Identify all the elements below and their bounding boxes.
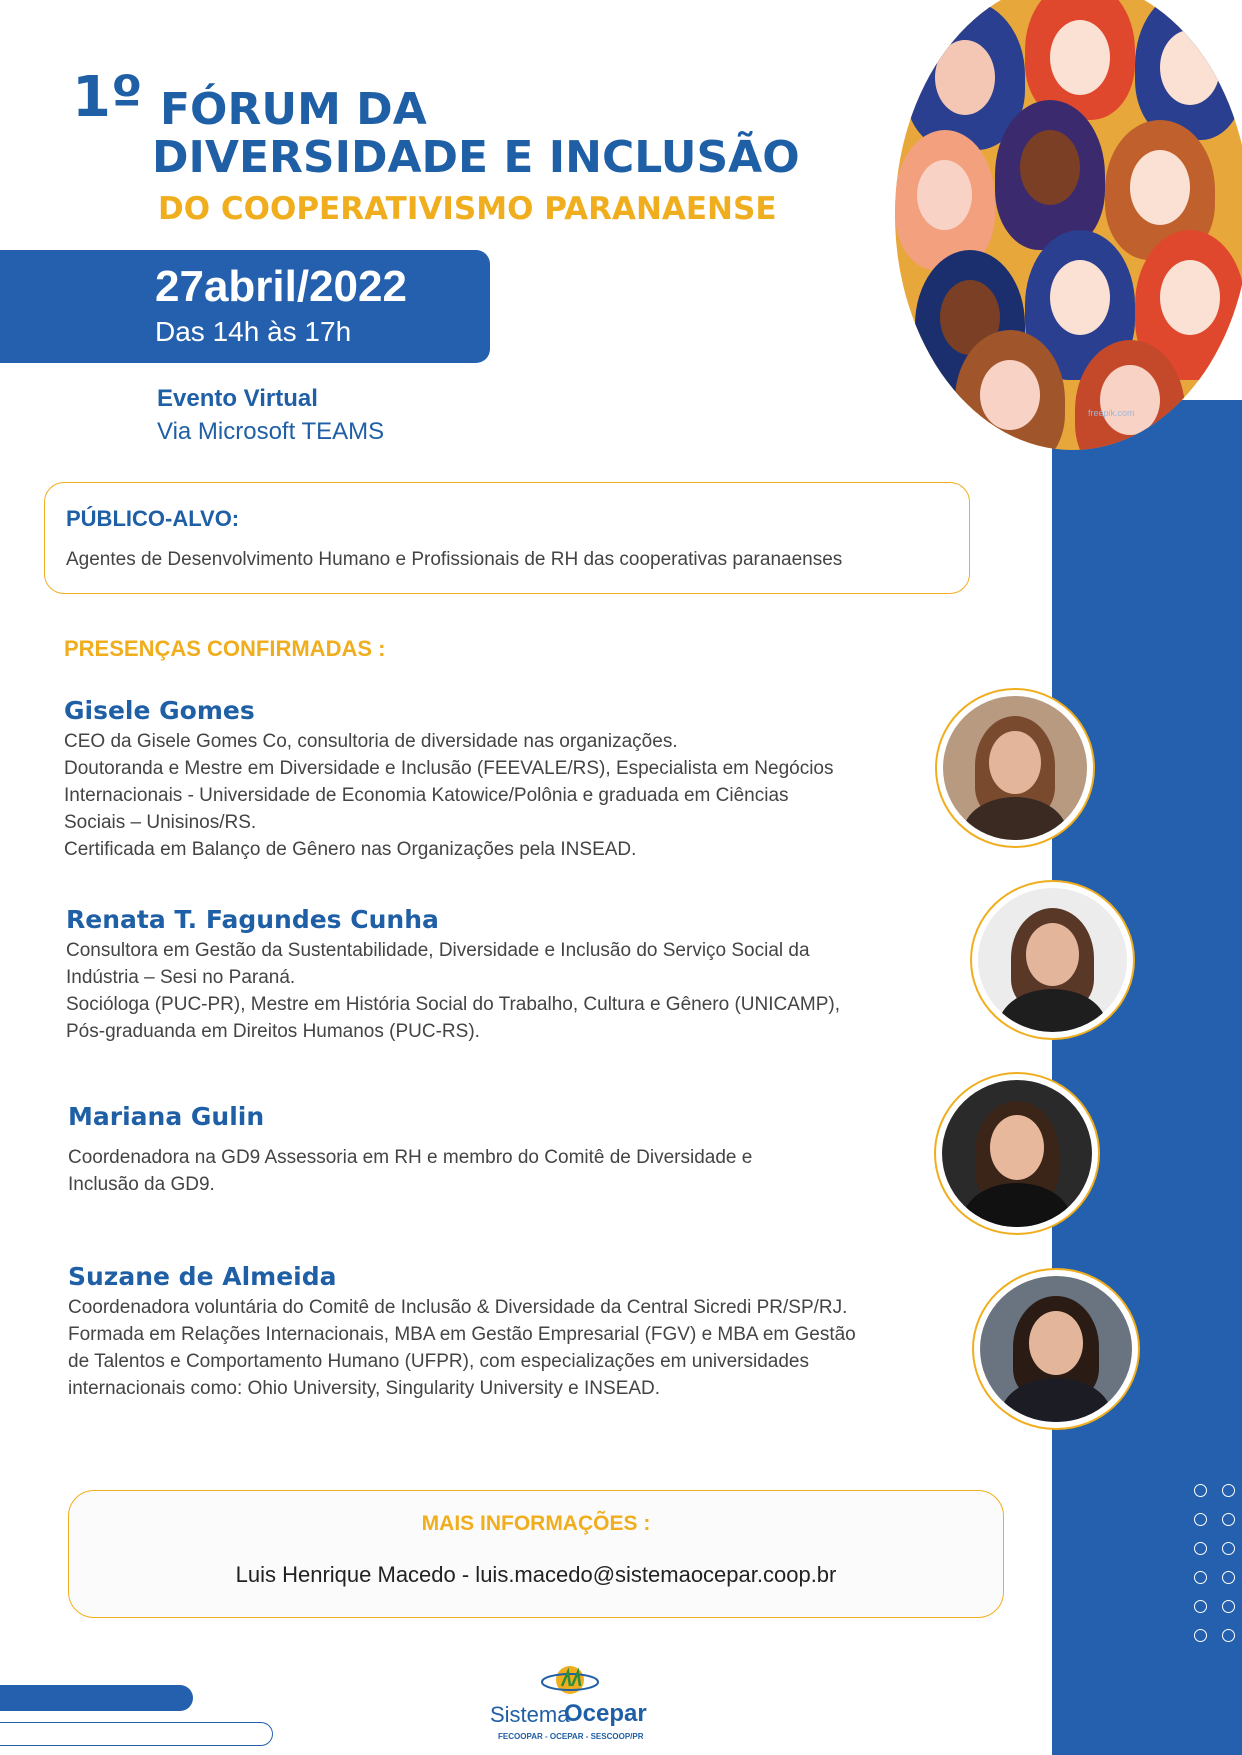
women-illustration [895,0,1242,450]
speaker-name: Gisele Gomes [64,696,255,725]
decor-dot [1194,1629,1207,1642]
speaker-bio-line: Pós-graduanda em Direitos Humanos (PUC-RS). [66,1021,480,1042]
ocepar-logo-icon [540,1660,600,1700]
speaker-bio-line: Certificada em Balanço de Gênero nas Organizações pela INSEAD. [64,839,637,860]
speaker-bio-line: Socióloga (PUC-PR), Mestre em História Social do Trabalho, Cultura e Gênero (UNICAMP), [66,994,840,1015]
logo-subtitle: FECOOPAR - OCEPAR - SESCOOP/PR [498,1732,644,1741]
decor-dot [1194,1571,1207,1584]
speaker-name: Renata T. Fagundes Cunha [66,905,439,934]
decor-dot [1222,1571,1235,1584]
speaker-bio [64,728,924,863]
speaker-name: Suzane de Almeida [68,1262,337,1291]
decor-dot [1222,1600,1235,1613]
logo-text-sistema: Sistema [490,1702,570,1727]
title-number: 1º [72,65,143,130]
speaker-photo [934,1072,1100,1235]
speaker-bio-line: Coordenadora na GD9 Assessoria em RH e membro do Comitê de Diversidade e [68,1147,753,1168]
decor-dot [1194,1513,1207,1526]
decor-dot [1222,1542,1235,1555]
speaker-photo [972,1268,1140,1430]
speaker-photo [970,880,1135,1040]
speaker-bio-line: internacionais como: Ohio University, Singularity University e INSEAD. [68,1378,661,1399]
speakers-heading: PRESENÇAS CONFIRMADAS : [64,636,386,661]
speaker-bio-line: Internacionais - Universidade de Economia Katowice/Polônia e graduada em Ciências [64,785,789,806]
decor-pill [0,1685,193,1711]
info-box [68,1490,1004,1618]
decor-dot [1222,1629,1235,1642]
info-title: MAIS INFORMAÇÕES : [421,1512,651,1535]
decor-pill-outline [0,1722,273,1746]
audience-text: Agentes de Desenvolvimento Humano e Profissionais de RH das cooperativas paranaenses [66,549,843,570]
speaker-name: Mariana Gulin [68,1102,265,1131]
event-time: Das 14h às 17h [155,316,352,347]
decor-dot [1194,1600,1207,1613]
logo-text-ocepar: Ocepar [564,1700,647,1727]
decor-dot [1222,1484,1235,1497]
decor-dot [1222,1513,1235,1526]
speaker-bio-line: Formada em Relações Internacionais, MBA em Gestão Empresarial (FGV) e MBA em Gestão [68,1324,856,1345]
speaker-bio-line: CEO da Gisele Gomes Co, consultoria de diversidade nas organizações. [64,731,678,752]
title-line-3: DO COOPERATIVISMO PARANAENSE [158,191,777,227]
speaker-bio-line: Consultora em Gestão da Sustentabilidade, Diversidade e Inclusão do Serviço Social da [66,940,810,961]
decor-dot [1194,1542,1207,1555]
right-blue-band [1052,400,1242,1755]
title-line-2: DIVERSIDADE E INCLUSÃO [152,132,800,183]
contact-text[interactable]: Luis Henrique Macedo - luis.macedo@sistemaocepar.coop.br [235,1562,837,1587]
speaker-bio-line: de Talentos e Comportamento Humano (UFPR), com especializações em universidades [68,1351,809,1372]
audience-title: PÚBLICO-ALVO: [66,506,240,531]
event-platform: Via Microsoft TEAMS [157,418,385,445]
event-date: 27abril/2022 [155,262,407,311]
speaker-photo [935,688,1095,848]
speaker-bio-line: Indústria – Sesi no Paraná. [66,967,296,988]
speaker-bio [68,1144,928,1198]
event-type: Evento Virtual [157,385,318,412]
speaker-bio-line: Coordenadora voluntária do Comitê de Inclusão & Diversidade da Central Sicredi PR/SP/RJ. [68,1297,848,1318]
audience-box [44,482,970,594]
speaker-bio [68,1294,928,1402]
title-line-1: FÓRUM DA [160,84,427,135]
speaker-bio-line: Inclusão da GD9. [68,1174,215,1195]
decor-dot [1194,1484,1207,1497]
speaker-bio [66,937,926,1045]
speaker-bio-line: Sociais – Unisinos/RS. [64,812,257,833]
speaker-bio-line: Doutoranda e Mestre em Diversidade e Inclusão (FEEVALE/RS), Especialista em Negócios [64,758,834,779]
image-credit: freepik.com [1088,408,1135,418]
